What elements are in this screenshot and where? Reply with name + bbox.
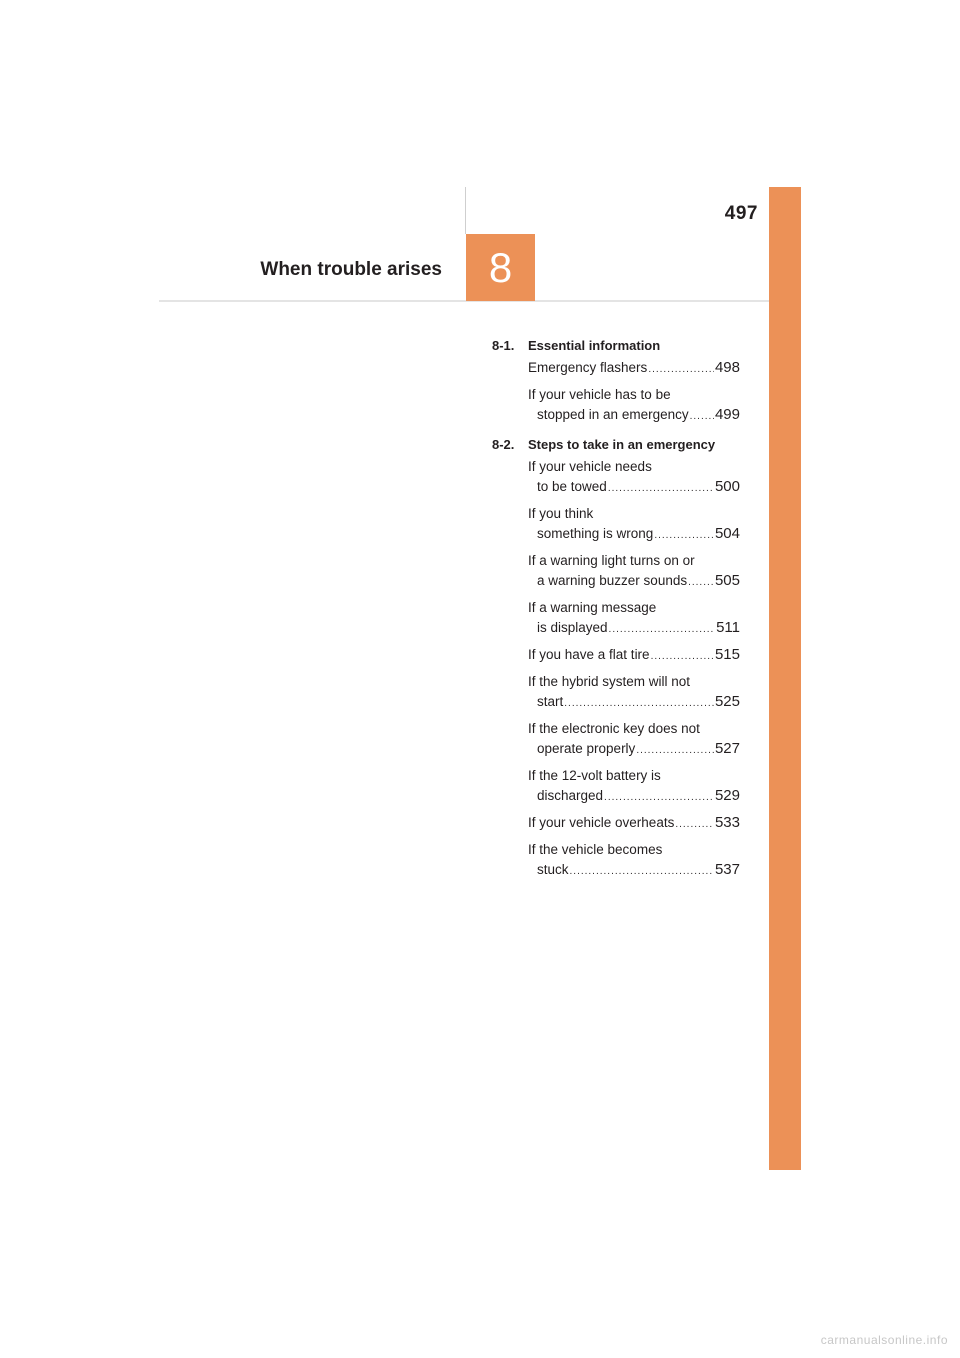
- entry-text: If a warning light turns on or: [528, 553, 695, 568]
- entry-text: is displayed: [537, 620, 608, 635]
- entry-page: 537: [714, 861, 740, 878]
- dot-leader: [604, 788, 714, 808]
- entry-text: stuck: [537, 862, 569, 877]
- header-divider-horizontal: [159, 300, 769, 302]
- header-divider-vertical: [465, 187, 466, 234]
- toc-entry[interactable]: [528, 672, 740, 714]
- entry-text: If you think: [528, 506, 594, 521]
- entry-page: 511: [716, 619, 740, 636]
- entry-text: If your vehicle overheats: [528, 815, 675, 830]
- chapter-number: 8: [488, 243, 513, 291]
- dot-leader: [636, 741, 714, 761]
- dot-leader: [608, 479, 714, 499]
- entry-page: 505: [714, 572, 740, 589]
- entry-page: 498: [714, 359, 740, 376]
- entry-text: a warning buzzer sounds: [537, 573, 688, 588]
- entry-text: If your vehicle has to be: [528, 387, 671, 402]
- entry-text: start: [537, 694, 564, 709]
- entry-page: 529: [714, 787, 740, 804]
- section-heading: [492, 432, 740, 457]
- entry-page: 525: [714, 693, 740, 710]
- section-heading: [492, 333, 740, 358]
- table-of-contents: [492, 333, 740, 887]
- entry-page: 515: [714, 646, 740, 663]
- watermark: carmanualsonline.info: [820, 1333, 948, 1347]
- dot-leader: [675, 815, 714, 835]
- toc-entry[interactable]: [528, 840, 740, 882]
- toc-entry[interactable]: [528, 504, 740, 546]
- section-number: 8-1.: [492, 338, 515, 353]
- entry-page: 533: [714, 814, 740, 831]
- entry-page: 499: [714, 406, 740, 423]
- toc-entry[interactable]: [528, 766, 740, 808]
- dot-leader: [654, 526, 714, 546]
- chapter-side-tab: [769, 187, 801, 1170]
- toc-entry[interactable]: [528, 457, 740, 499]
- entry-text: If your vehicle needs: [528, 459, 652, 474]
- entry-text: If you have a flat tire: [528, 647, 650, 662]
- entry-text: If the 12-volt battery is: [528, 768, 661, 783]
- toc-entry[interactable]: [528, 385, 740, 427]
- dot-leader: [688, 573, 714, 593]
- dot-leader: [570, 862, 714, 882]
- toc-entry[interactable]: [528, 358, 740, 380]
- dot-leader: [651, 647, 714, 667]
- section-number: 8-2.: [492, 437, 515, 452]
- chapter-title: When trouble arises: [260, 259, 442, 280]
- toc-entry[interactable]: [528, 551, 740, 593]
- entry-page: 504: [714, 525, 740, 542]
- toc-entry[interactable]: [528, 645, 740, 667]
- entry-text: If the hybrid system will not: [528, 674, 691, 689]
- entry-page: 527: [714, 740, 740, 757]
- dot-leader: [609, 620, 716, 640]
- dot-leader: [690, 407, 714, 427]
- entry-text: If the vehicle becomes: [528, 842, 663, 857]
- section-title: Essential information: [528, 338, 661, 353]
- entry-text: If a warning message: [528, 600, 657, 615]
- entry-text: stopped in an emergency: [537, 407, 689, 422]
- entry-text: discharged: [537, 788, 604, 803]
- dot-leader: [648, 360, 714, 380]
- entry-text: something is wrong: [537, 526, 654, 541]
- entry-text: operate properly: [537, 741, 636, 756]
- toc-entry[interactable]: [528, 813, 740, 835]
- entry-text: Emergency flashers: [528, 360, 648, 375]
- entry-text: to be towed: [537, 479, 607, 494]
- chapter-number-box: [466, 234, 535, 301]
- section-title: Steps to take in an emergency: [528, 437, 716, 452]
- toc-entry[interactable]: [528, 598, 740, 640]
- toc-entry[interactable]: [528, 719, 740, 761]
- dot-leader: [564, 694, 714, 714]
- page-number: 497: [724, 203, 758, 224]
- entry-page: 500: [714, 478, 740, 495]
- entry-text: If the electronic key does not: [528, 721, 700, 736]
